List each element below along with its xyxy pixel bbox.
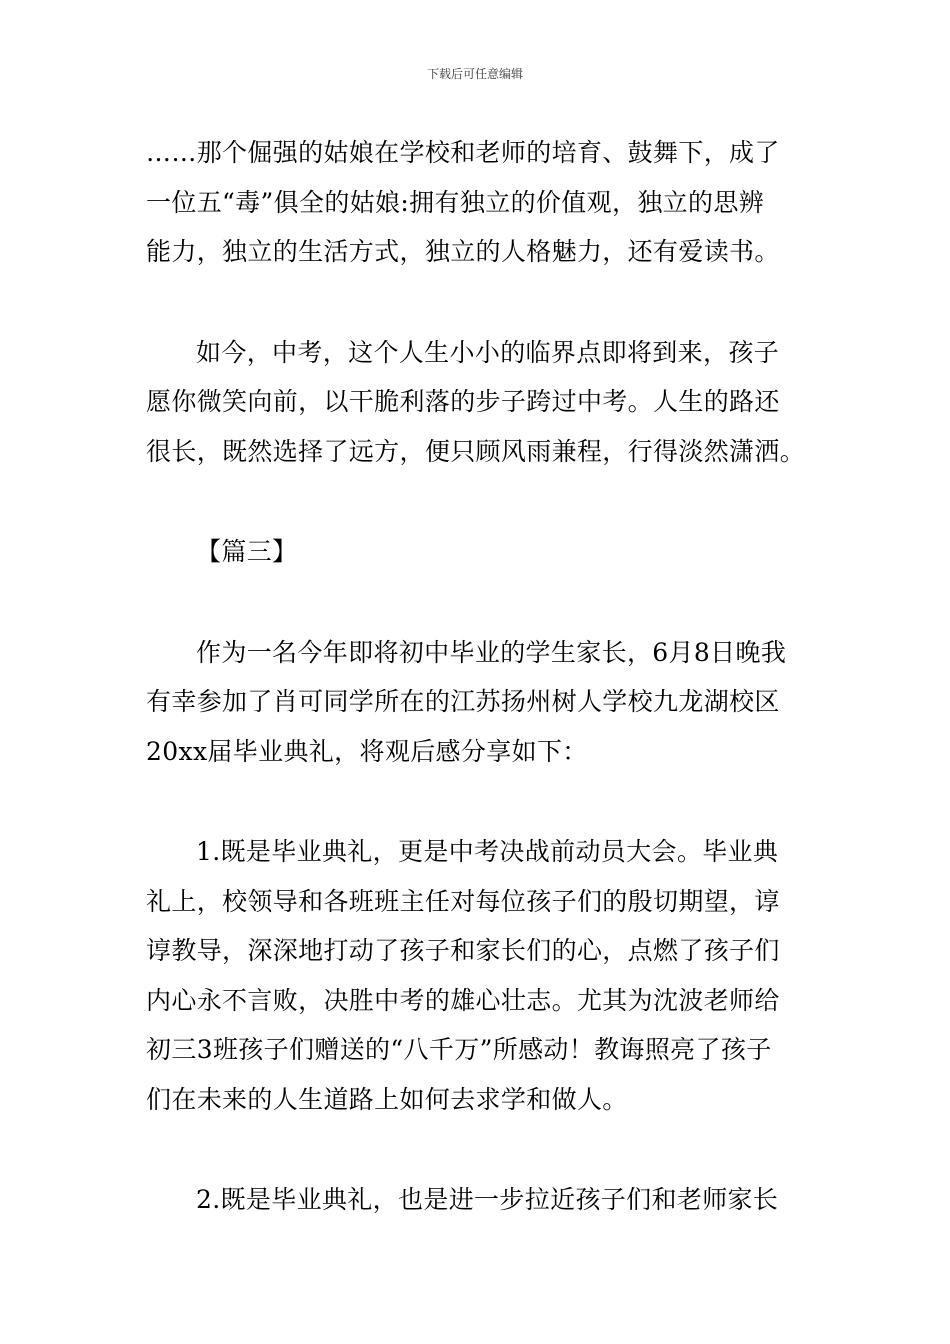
paragraph-line: 20xx届毕业典礼，将观后感分享如下： <box>146 736 588 766</box>
paragraph-5 <box>146 1175 812 1225</box>
page-header: 下载后可任意编辑 <box>426 67 523 81</box>
paragraph-line: 很长，既然选择了远方，便只顾风雨兼程，行得淡然潇洒。 <box>146 436 806 466</box>
paragraph-4 <box>146 827 812 1124</box>
paragraph-line: 1.既是毕业典礼，更是中考决战前动员大会。毕业典 <box>196 837 779 866</box>
paragraph-line: 们在未来的人生道路上如何去求学和做人。 <box>146 1084 628 1114</box>
paragraph-1 <box>146 128 812 277</box>
paragraph-line: 礼上，校领导和各班班主任对每位孩子们的殷切期望，谆 <box>146 886 780 916</box>
paragraph-line: 愿你微笑向前，以干脆利落的步子跨过中考。人生的路还 <box>146 387 780 416</box>
paragraph-line: ……那个倔强的姑娘在学校和老师的培育、鼓舞下，成了 <box>146 138 780 167</box>
paragraph-line: 如今，中考，这个人生小小的临界点即将到来，孩子 <box>196 337 780 367</box>
document-body <box>146 128 812 1225</box>
paragraph-line: 初三3班孩子们赠送的“八千万”所感动！教诲照亮了孩子 <box>146 1035 772 1064</box>
paragraph-2 <box>146 328 812 477</box>
paragraph-line: 谆教导，深深地打动了孩子和家长们的心，点燃了孩子们 <box>146 936 780 965</box>
paragraph-line: 一位五“毒”俱全的姑娘:拥有独立的价值观，独立的思辨 <box>146 187 765 217</box>
paragraph-line: 能力，独立的生活方式，独立的人格魅力，还有爱读书。 <box>146 237 780 266</box>
paragraph-line: 作为一名今年即将初中毕业的学生家长，6月8日晚我 <box>196 637 787 667</box>
paragraph-line: 有幸参加了肖可同学所在的江苏扬州树人学校九龙湖校区 <box>146 687 780 716</box>
section-heading-pian-san <box>146 527 812 577</box>
section-heading-text: 【篇三】 <box>196 537 298 566</box>
paragraph-3 <box>146 628 812 777</box>
paragraph-line: 2.既是毕业典礼，也是进一步拉近孩子们和老师家长 <box>196 1185 779 1214</box>
paragraph-line: 内心永不言败，决胜中考的雄心壮志。尤其为沈波老师给 <box>146 985 780 1015</box>
